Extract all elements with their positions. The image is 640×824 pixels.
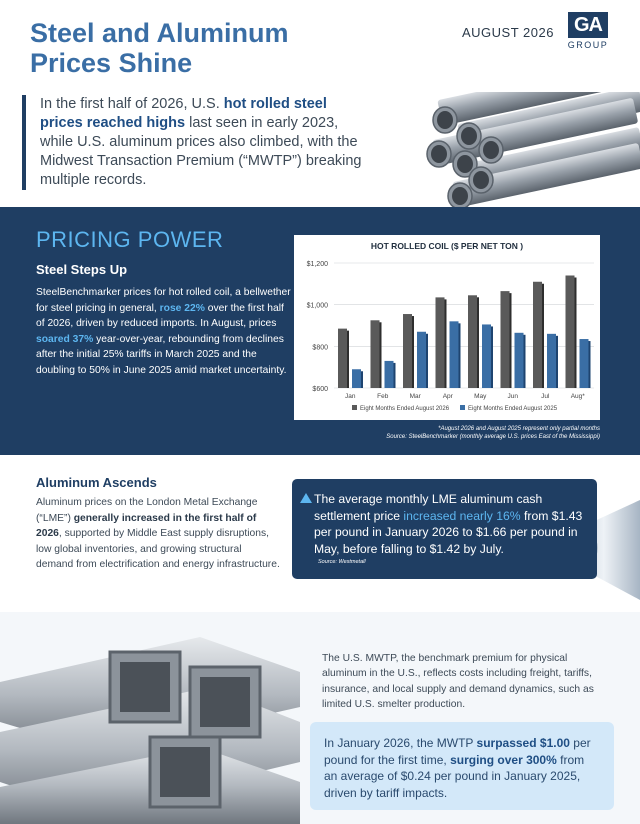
bar-shadow — [459, 323, 461, 388]
bar — [352, 369, 361, 388]
aluminum-bold: generally increased in the first half of 2026 — [36, 512, 257, 540]
logo-mark: GA — [568, 12, 608, 38]
square-tubes-image — [0, 612, 300, 824]
bar — [403, 314, 412, 388]
hrc-bar-chart — [294, 235, 600, 420]
bar-shadow — [361, 371, 363, 388]
header — [0, 0, 640, 205]
steel-highlight: soared 37% — [36, 333, 94, 345]
bar-shadow — [491, 326, 493, 388]
bar-shadow — [524, 335, 526, 388]
y-tick-label: $800 — [312, 344, 328, 352]
steel-paragraph — [36, 285, 291, 379]
legend-swatch — [352, 405, 357, 410]
x-tick-label: Jun — [507, 393, 518, 400]
intro-text: last seen in early 2023, while U.S. aluminum prices also climbed, with the Midwest Transaction Premium (“MWTP”) breaking multiple records. — [40, 115, 362, 188]
page-title — [30, 18, 390, 78]
mwtp-text: from an average of $0.24 per pound in January 2025, driven by tariff impacts. — [324, 752, 585, 800]
legend-swatch — [460, 405, 465, 410]
chart-footnote — [294, 425, 600, 441]
subsection-title-steel: Steel Steps Up — [36, 262, 128, 277]
y-tick-label: $1,000 — [306, 302, 328, 310]
issue-date: AUGUST 2026 — [462, 25, 554, 40]
steel-text: over the first half of 2026, driven by reduced imports. In August, prices — [36, 302, 284, 330]
bar-shadow — [426, 334, 428, 388]
x-tick-label: Feb — [377, 393, 389, 400]
lme-source: Source: Westmetall — [318, 559, 366, 565]
bar — [501, 291, 510, 388]
bar-shadow — [412, 316, 414, 388]
aluminum-paragraph — [36, 495, 281, 573]
bar-shadow — [556, 336, 558, 388]
mwtp-text: In January 2026, the MWTP — [324, 736, 477, 750]
chart-note-source: Source: SteelBenchmarker (monthly average U.S. prices East of the Mississippi) — [386, 434, 600, 440]
bar-shadow — [347, 331, 349, 388]
bar — [533, 282, 542, 388]
legend-label: Eight Months Ended August 2025 — [468, 406, 558, 412]
bar-shadow — [477, 297, 479, 388]
logo-word: GROUP — [567, 40, 609, 50]
x-tick-label: Mar — [409, 393, 421, 400]
steel-text: year-over-year, rebounding from declines after the initial 25% tariffs in March 2025 and the doubling to 50% in June 2025 amid market uncertainty. — [36, 333, 287, 376]
bar — [482, 324, 491, 388]
bar-shadow — [589, 341, 591, 388]
x-tick-label: May — [474, 393, 487, 400]
bar-shadow — [510, 293, 512, 388]
bar — [385, 361, 394, 388]
bar — [371, 320, 380, 388]
bar — [468, 295, 477, 388]
steel-highlight: rose 22% — [159, 302, 205, 314]
steel-text: SteelBenchmarker prices for hot rolled coil, a bellwether for steel pricing in general, — [36, 287, 291, 314]
company-logo — [566, 12, 610, 52]
lme-text — [314, 491, 583, 557]
bar — [417, 332, 426, 388]
intro-paragraph — [22, 95, 367, 190]
title-line-2: Prices Shine — [30, 48, 193, 78]
aluminum-text: , supported by Middle East supply disruptions, low global inventories, and growing structural demand from electrification and energy infrastructure. — [36, 528, 280, 571]
aluminum-text: Aluminum prices on the London Metal Exchange (“LME”) — [36, 497, 258, 524]
bar-shadow — [394, 363, 396, 388]
bar — [547, 334, 556, 388]
bar-shadow — [445, 299, 447, 388]
mwtp-highlight: surging over 300% — [450, 752, 557, 767]
x-tick-label: Aug* — [570, 393, 585, 400]
hrc-chart-card — [294, 235, 600, 420]
up-triangle-icon — [300, 493, 312, 503]
bar — [436, 297, 445, 388]
mwtp-callout — [310, 722, 614, 810]
y-tick-label: $1,200 — [306, 261, 328, 268]
steel-pipes-image — [405, 92, 640, 212]
intro-text: In the first half of 2026, U.S. — [40, 96, 224, 112]
section-title-pricing: PRICING POWER — [36, 227, 224, 252]
chart-note-partial: *August 2026 and August 2025 represent only partial months — [438, 426, 600, 432]
bar — [566, 276, 575, 389]
title-line-1: Steel and Aluminum — [30, 18, 289, 48]
chart-title: HOT ROLLED COIL ($ PER NET TON ) — [370, 241, 524, 251]
bar-shadow — [542, 284, 544, 388]
bar-shadow — [575, 278, 577, 389]
mwtp-text: per pound for the first time, — [324, 736, 591, 767]
x-tick-label: Jul — [541, 393, 550, 400]
bar — [580, 339, 589, 388]
x-tick-label: Jan — [345, 393, 356, 400]
lme-highlight: increased nearly 16% — [403, 508, 521, 523]
bar — [450, 321, 459, 388]
x-tick-label: Apr — [442, 393, 453, 400]
bar — [515, 333, 524, 388]
subsection-title-aluminum: Aluminum Ascends — [36, 475, 157, 490]
lme-text-part: from $1.43 per pound in January 2026 to $1.66 per pound in May, before falling to $1.42 by July. — [314, 508, 583, 556]
mwtp-paragraph: The U.S. MWTP, the benchmark premium for physical aluminum in the U.S., reflects costs including freight, tariffs, insurance, and local supply and demand dynamics, such as limited U.S. smelter production. — [322, 653, 594, 711]
legend-label: Eight Months Ended August 2026 — [360, 406, 450, 412]
bar-shadow — [380, 322, 382, 388]
mwtp-highlight: surpassed $1.00 — [476, 736, 570, 750]
lme-callout — [292, 479, 597, 579]
bar — [338, 329, 347, 388]
y-tick-label: $600 — [312, 386, 328, 393]
intro-highlight: hot rolled steel prices reached highs — [40, 96, 327, 131]
lme-text-part: The average monthly LME aluminum cash settlement price — [314, 492, 543, 523]
